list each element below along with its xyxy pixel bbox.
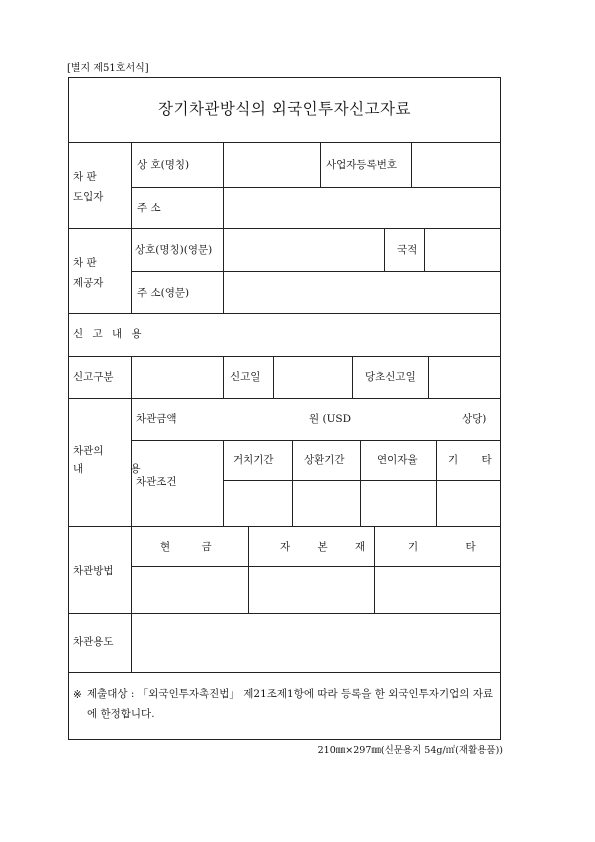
provider-country-field[interactable] <box>425 229 500 270</box>
borrower-address-field[interactable] <box>224 188 500 227</box>
loan-terms-label: 차관조건 <box>136 476 177 488</box>
repayment-period-header: 상환기간 <box>304 454 345 466</box>
form-title: 장기차관방식의 외국인투자신고자료 <box>158 100 411 118</box>
capital-goods-field[interactable] <box>249 567 373 612</box>
divider <box>131 440 501 441</box>
provider-address-field[interactable] <box>224 272 500 312</box>
divider <box>68 672 501 673</box>
form-number-label: [별지 제51호서식] <box>67 63 149 74</box>
borrower-reg-no-field[interactable] <box>412 143 500 186</box>
cash-field[interactable] <box>132 567 247 612</box>
loan-amount-equivalent-label: 상당) <box>462 413 487 425</box>
borrower-section-label-2: 도입자 <box>73 191 104 203</box>
borrower-section-label-1: 차 판 <box>73 171 97 183</box>
provider-address-label: 주 소(영문) <box>137 287 190 299</box>
provider-country-label: 국적 <box>397 244 418 256</box>
other-method-header: 기 타 <box>408 541 498 553</box>
borrower-name-field[interactable] <box>224 143 319 186</box>
loan-amount-label: 차관금액 <box>136 413 177 425</box>
divider <box>352 356 353 398</box>
divider <box>68 313 501 314</box>
loan-contents-section-label-2: 내 용 <box>73 463 163 475</box>
report-type-label: 신고구분 <box>73 371 114 383</box>
divider <box>320 142 321 187</box>
submission-note: 제출대상 : 「외국인투자촉진법」 제21조제1항에 따라 등록을 한 외국인투자기업의 자료에 한정합니다. <box>87 688 493 720</box>
other-terms-header: 기 타 <box>448 454 502 466</box>
interest-rate-field[interactable] <box>361 481 435 525</box>
report-date-field[interactable] <box>274 357 351 397</box>
borrower-name-label: 상 호(명칭) <box>137 159 190 171</box>
loan-amount-field[interactable] <box>224 399 304 439</box>
provider-name-field[interactable] <box>224 229 383 270</box>
other-method-field[interactable] <box>375 567 500 612</box>
other-terms-field[interactable] <box>437 481 500 525</box>
borrower-address-label: 주 소 <box>137 202 161 214</box>
loan-method-section-label: 차관방법 <box>73 565 114 577</box>
divider <box>384 228 385 271</box>
loan-amount-unit-label: 원 (USD <box>309 413 352 425</box>
report-section-heading: 신 고 내 용 <box>73 328 145 340</box>
capital-goods-header: 자 본 재 <box>280 541 378 553</box>
provider-section-label-1: 차 판 <box>73 257 97 269</box>
initial-report-date-field[interactable] <box>429 357 500 397</box>
divider <box>68 526 501 527</box>
divider <box>223 356 224 398</box>
report-type-field[interactable] <box>132 357 222 397</box>
provider-section-label-2: 제공자 <box>73 277 104 289</box>
report-date-label: 신고일 <box>230 371 261 383</box>
grace-period-header: 거치기간 <box>233 454 274 466</box>
borrower-reg-no-label: 사업자등록번호 <box>326 159 398 171</box>
loan-usage-section-label: 차관용도 <box>73 636 114 648</box>
annual-interest-rate-header: 연이자율 <box>377 454 418 466</box>
repayment-period-field[interactable] <box>293 481 359 525</box>
note-mark: ※ <box>73 689 82 701</box>
loan-contents-section-label-1: 차관의 <box>73 445 104 457</box>
paper-size-footer: 210㎜×297㎜(신문용지 54g/㎡(재활용품)) <box>317 745 503 756</box>
provider-name-label: 상호(명칭)(영문) <box>135 244 213 256</box>
grace-period-field[interactable] <box>224 481 291 525</box>
cash-header: 현 금 <box>160 541 226 553</box>
loan-usage-field[interactable] <box>132 614 500 671</box>
divider <box>131 142 132 313</box>
initial-report-date-label: 당초신고일 <box>365 371 416 383</box>
